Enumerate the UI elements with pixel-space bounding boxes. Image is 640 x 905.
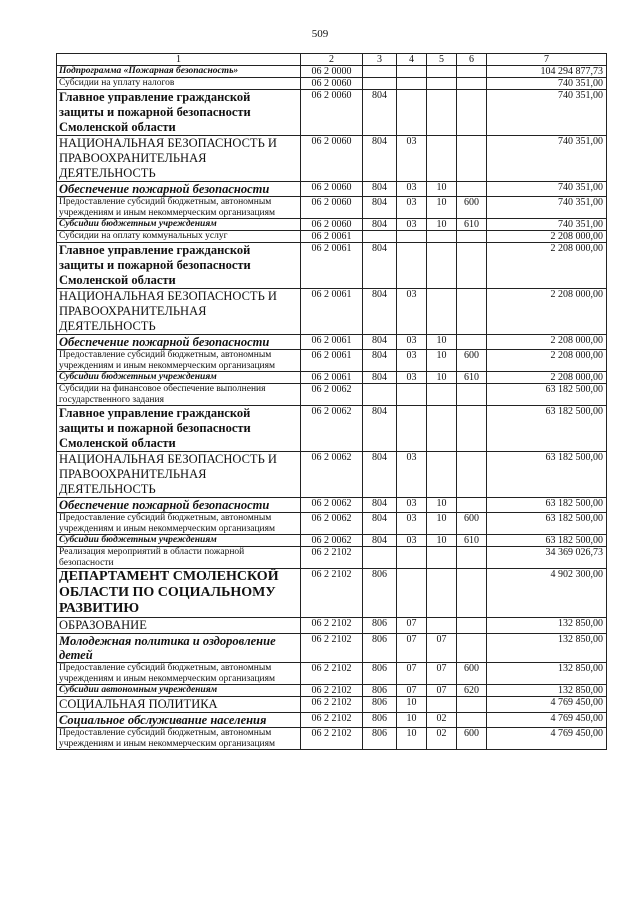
target-code-cell: 06 2 0061: [301, 289, 363, 335]
expense-type-cell: [457, 569, 487, 618]
section-cell: 10: [397, 728, 427, 750]
row-name-cell: Предоставление субсидий бюджетным, автономным учреждениям и иным некоммерческим организациям: [57, 513, 301, 535]
expense-type-cell: [457, 452, 487, 498]
table-row: [57, 66, 607, 78]
expense-type-cell: [457, 182, 487, 197]
amount-cell: 2 208 000,00: [487, 372, 607, 384]
expense-type-cell: [457, 547, 487, 569]
target-code-cell: 06 2 0062: [301, 452, 363, 498]
table-row: [57, 78, 607, 90]
subsection-cell: [427, 569, 457, 618]
amount-cell: 63 182 500,00: [487, 535, 607, 547]
section-cell: 07: [397, 663, 427, 685]
expense-type-cell: [457, 231, 487, 243]
table-row: [57, 335, 607, 350]
expense-type-cell: [457, 406, 487, 452]
table-row: [57, 231, 607, 243]
expense-type-cell: 600: [457, 728, 487, 750]
table-row: [57, 452, 607, 498]
section-cell: 03: [397, 136, 427, 182]
row-name-cell: Предоставление субсидий бюджетным, автономным учреждениям и иным некоммерческим организациям: [57, 350, 301, 372]
row-name-cell: Субсидии на финансовое обеспечение выполнения государственного задания: [57, 384, 301, 406]
department-code-cell: 806: [363, 634, 397, 663]
amount-cell: 2 208 000,00: [487, 350, 607, 372]
amount-cell: 132 850,00: [487, 663, 607, 685]
amount-cell: 4 769 450,00: [487, 728, 607, 750]
department-code-cell: 806: [363, 663, 397, 685]
subsection-cell: [427, 618, 457, 634]
amount-cell: 63 182 500,00: [487, 498, 607, 513]
row-name-cell: Главное управление гражданской защиты и пожарной безопасности Смоленской области: [57, 90, 301, 136]
row-name-cell: Субсидии автономным учреждениям: [57, 685, 301, 697]
section-cell: 10: [397, 713, 427, 728]
subsection-cell: [427, 384, 457, 406]
section-cell: [397, 384, 427, 406]
table-row: [57, 197, 607, 219]
expense-type-cell: 620: [457, 685, 487, 697]
section-cell: 03: [397, 289, 427, 335]
row-name-cell: ОБРАЗОВАНИЕ: [57, 618, 301, 634]
subsection-cell: 10: [427, 197, 457, 219]
table-header-row: [57, 54, 607, 66]
expense-type-cell: [457, 243, 487, 289]
target-code-cell: 06 2 2102: [301, 728, 363, 750]
department-code-cell: 804: [363, 535, 397, 547]
section-cell: 03: [397, 350, 427, 372]
target-code-cell: 06 2 0061: [301, 372, 363, 384]
department-code-cell: 804: [363, 452, 397, 498]
subsection-cell: [427, 406, 457, 452]
subsection-cell: [427, 78, 457, 90]
target-code-cell: 06 2 2102: [301, 697, 363, 713]
row-name-cell: Субсидии на оплату коммунальных услуг: [57, 231, 301, 243]
section-cell: 03: [397, 452, 427, 498]
subsection-cell: 10: [427, 513, 457, 535]
section-cell: [397, 78, 427, 90]
expense-type-cell: 600: [457, 513, 487, 535]
section-cell: [397, 90, 427, 136]
subsection-cell: 10: [427, 498, 457, 513]
subsection-cell: 10: [427, 335, 457, 350]
department-code-cell: 806: [363, 569, 397, 618]
expense-type-cell: [457, 498, 487, 513]
amount-cell: 63 182 500,00: [487, 513, 607, 535]
target-code-cell: 06 2 0000: [301, 66, 363, 78]
section-cell: 03: [397, 219, 427, 231]
department-code-cell: [363, 66, 397, 78]
table-row: [57, 219, 607, 231]
expense-type-cell: [457, 618, 487, 634]
amount-cell: 2 208 000,00: [487, 289, 607, 335]
subsection-cell: [427, 452, 457, 498]
table-row: [57, 498, 607, 513]
target-code-cell: 06 2 0060: [301, 78, 363, 90]
amount-cell: 2 208 000,00: [487, 335, 607, 350]
subsection-cell: [427, 547, 457, 569]
table-row: [57, 634, 607, 663]
subsection-cell: 10: [427, 372, 457, 384]
amount-cell: 132 850,00: [487, 618, 607, 634]
department-code-cell: 804: [363, 350, 397, 372]
table-row: [57, 350, 607, 372]
amount-cell: 740 351,00: [487, 136, 607, 182]
target-code-cell: 06 2 0062: [301, 498, 363, 513]
table-row: [57, 685, 607, 697]
department-code-cell: 806: [363, 728, 397, 750]
header-cell: 3: [363, 54, 397, 66]
table-row: [57, 697, 607, 713]
target-code-cell: 06 2 2102: [301, 685, 363, 697]
department-code-cell: 804: [363, 513, 397, 535]
row-name-cell: Субсидии бюджетным учреждениям: [57, 535, 301, 547]
target-code-cell: 06 2 0060: [301, 90, 363, 136]
expense-type-cell: 610: [457, 535, 487, 547]
table-row: [57, 513, 607, 535]
expense-type-cell: [457, 78, 487, 90]
target-code-cell: 06 2 2102: [301, 569, 363, 618]
row-name-cell: НАЦИОНАЛЬНАЯ БЕЗОПАСНОСТЬ И ПРАВООХРАНИТЕЛЬНАЯ ДЕЯТЕЛЬНОСТЬ: [57, 136, 301, 182]
subsection-cell: 02: [427, 713, 457, 728]
subsection-cell: 02: [427, 728, 457, 750]
row-name-cell: Главное управление гражданской защиты и пожарной безопасности Смоленской области: [57, 406, 301, 452]
subsection-cell: 10: [427, 182, 457, 197]
section-cell: 03: [397, 182, 427, 197]
subsection-cell: 10: [427, 350, 457, 372]
row-name-cell: Предоставление субсидий бюджетным, автономным учреждениям и иным некоммерческим организациям: [57, 197, 301, 219]
expense-type-cell: [457, 136, 487, 182]
section-cell: [397, 243, 427, 289]
row-name-cell: Субсидии бюджетным учреждениям: [57, 372, 301, 384]
section-cell: 07: [397, 634, 427, 663]
row-name-cell: Реализация мероприятий в области пожарной безопасности: [57, 547, 301, 569]
amount-cell: 63 182 500,00: [487, 452, 607, 498]
department-code-cell: [363, 384, 397, 406]
subsection-cell: 10: [427, 219, 457, 231]
target-code-cell: 06 2 0061: [301, 231, 363, 243]
expense-type-cell: 600: [457, 350, 487, 372]
target-code-cell: 06 2 2102: [301, 547, 363, 569]
row-name-cell: НАЦИОНАЛЬНАЯ БЕЗОПАСНОСТЬ И ПРАВООХРАНИТЕЛЬНАЯ ДЕЯТЕЛЬНОСТЬ: [57, 289, 301, 335]
row-name-cell: Главное управление гражданской защиты и пожарной безопасности Смоленской области: [57, 243, 301, 289]
amount-cell: 740 351,00: [487, 219, 607, 231]
department-code-cell: 804: [363, 136, 397, 182]
amount-cell: 740 351,00: [487, 78, 607, 90]
target-code-cell: 06 2 2102: [301, 713, 363, 728]
subsection-cell: 07: [427, 663, 457, 685]
section-cell: 10: [397, 697, 427, 713]
section-cell: 03: [397, 513, 427, 535]
row-name-cell: Субсидии на уплату налогов: [57, 78, 301, 90]
section-cell: 07: [397, 685, 427, 697]
department-code-cell: 804: [363, 182, 397, 197]
amount-cell: 132 850,00: [487, 634, 607, 663]
target-code-cell: 06 2 0061: [301, 350, 363, 372]
expense-type-cell: [457, 335, 487, 350]
department-code-cell: [363, 78, 397, 90]
expense-type-cell: [457, 634, 487, 663]
section-cell: 03: [397, 197, 427, 219]
table-row: [57, 713, 607, 728]
subsection-cell: [427, 697, 457, 713]
expense-type-cell: [457, 697, 487, 713]
subsection-cell: [427, 66, 457, 78]
table-row: [57, 384, 607, 406]
amount-cell: 4 902 300,00: [487, 569, 607, 618]
amount-cell: 63 182 500,00: [487, 406, 607, 452]
row-name-cell: Предоставление субсидий бюджетным, автономным учреждениям и иным некоммерческим организациям: [57, 728, 301, 750]
expense-type-cell: [457, 66, 487, 78]
amount-cell: 740 351,00: [487, 182, 607, 197]
department-code-cell: 804: [363, 289, 397, 335]
target-code-cell: 06 2 0060: [301, 219, 363, 231]
section-cell: 03: [397, 498, 427, 513]
expense-type-cell: 600: [457, 197, 487, 219]
target-code-cell: 06 2 0060: [301, 197, 363, 219]
expense-type-cell: 600: [457, 663, 487, 685]
subsection-cell: [427, 231, 457, 243]
department-code-cell: 806: [363, 713, 397, 728]
table-row: [57, 289, 607, 335]
table-row: [57, 243, 607, 289]
target-code-cell: 06 2 0062: [301, 384, 363, 406]
table-row: [57, 569, 607, 618]
section-cell: [397, 406, 427, 452]
expense-type-cell: [457, 713, 487, 728]
row-name-cell: Подпрограмма «Пожарная безопасность»: [57, 66, 301, 78]
expense-type-cell: 610: [457, 219, 487, 231]
department-code-cell: [363, 231, 397, 243]
department-code-cell: 806: [363, 685, 397, 697]
section-cell: [397, 231, 427, 243]
department-code-cell: 804: [363, 406, 397, 452]
table-row: [57, 618, 607, 634]
table-row: [57, 547, 607, 569]
amount-cell: 63 182 500,00: [487, 384, 607, 406]
department-code-cell: 804: [363, 335, 397, 350]
row-name-cell: Обеспечение пожарной безопасности: [57, 182, 301, 197]
header-cell: 2: [301, 54, 363, 66]
header-cell: 6: [457, 54, 487, 66]
subsection-cell: [427, 289, 457, 335]
department-code-cell: 804: [363, 498, 397, 513]
amount-cell: 4 769 450,00: [487, 713, 607, 728]
section-cell: [397, 66, 427, 78]
department-code-cell: [363, 547, 397, 569]
target-code-cell: 06 2 0061: [301, 243, 363, 289]
row-name-cell: Обеспечение пожарной безопасности: [57, 498, 301, 513]
header-cell: 7: [487, 54, 607, 66]
department-code-cell: 804: [363, 243, 397, 289]
target-code-cell: 06 2 0060: [301, 182, 363, 197]
subsection-cell: 10: [427, 535, 457, 547]
table-row: [57, 535, 607, 547]
target-code-cell: 06 2 2102: [301, 634, 363, 663]
row-name-cell: СОЦИАЛЬНАЯ ПОЛИТИКА: [57, 697, 301, 713]
department-code-cell: 804: [363, 90, 397, 136]
page-number: 509: [311, 28, 329, 40]
target-code-cell: 06 2 2102: [301, 663, 363, 685]
row-name-cell: Молодежная политика и оздоровление детей: [57, 634, 301, 663]
header-cell: 1: [57, 54, 301, 66]
table-row: [57, 663, 607, 685]
target-code-cell: 06 2 0062: [301, 535, 363, 547]
row-name-cell: ДЕПАРТАМЕНТ СМОЛЕНСКОЙ ОБЛАСТИ ПО СОЦИАЛЬНОМУ РАЗВИТИЮ: [57, 569, 301, 618]
section-cell: 03: [397, 335, 427, 350]
target-code-cell: 06 2 0061: [301, 335, 363, 350]
department-code-cell: 806: [363, 697, 397, 713]
table-row: [57, 136, 607, 182]
department-code-cell: 804: [363, 219, 397, 231]
subsection-cell: [427, 90, 457, 136]
expense-type-cell: [457, 384, 487, 406]
amount-cell: 2 208 000,00: [487, 231, 607, 243]
expense-type-cell: 610: [457, 372, 487, 384]
department-code-cell: 804: [363, 372, 397, 384]
row-name-cell: Обеспечение пожарной безопасности: [57, 335, 301, 350]
section-cell: 07: [397, 618, 427, 634]
target-code-cell: 06 2 0060: [301, 136, 363, 182]
subsection-cell: [427, 136, 457, 182]
amount-cell: 2 208 000,00: [487, 243, 607, 289]
expense-type-cell: [457, 289, 487, 335]
subsection-cell: 07: [427, 685, 457, 697]
department-code-cell: 806: [363, 618, 397, 634]
amount-cell: 104 294 877,73: [487, 66, 607, 78]
amount-cell: 740 351,00: [487, 90, 607, 136]
amount-cell: 132 850,00: [487, 685, 607, 697]
table-row: [57, 372, 607, 384]
amount-cell: 740 351,00: [487, 197, 607, 219]
row-name-cell: Социальное обслуживание населения: [57, 713, 301, 728]
section-cell: [397, 569, 427, 618]
section-cell: [397, 547, 427, 569]
table-row: [57, 406, 607, 452]
header-cell: 5: [427, 54, 457, 66]
target-code-cell: 06 2 2102: [301, 618, 363, 634]
amount-cell: 34 369 026,73: [487, 547, 607, 569]
subsection-cell: 07: [427, 634, 457, 663]
row-name-cell: НАЦИОНАЛЬНАЯ БЕЗОПАСНОСТЬ И ПРАВООХРАНИТЕЛЬНАЯ ДЕЯТЕЛЬНОСТЬ: [57, 452, 301, 498]
subsection-cell: [427, 243, 457, 289]
department-code-cell: 804: [363, 197, 397, 219]
budget-table: [56, 53, 607, 750]
section-cell: 03: [397, 535, 427, 547]
header-cell: 4: [397, 54, 427, 66]
expense-type-cell: [457, 90, 487, 136]
table-row: [57, 182, 607, 197]
amount-cell: 4 769 450,00: [487, 697, 607, 713]
section-cell: 03: [397, 372, 427, 384]
table-row: [57, 728, 607, 750]
target-code-cell: 06 2 0062: [301, 513, 363, 535]
row-name-cell: Субсидии бюджетным учреждениям: [57, 219, 301, 231]
target-code-cell: 06 2 0062: [301, 406, 363, 452]
table-row: [57, 90, 607, 136]
row-name-cell: Предоставление субсидий бюджетным, автономным учреждениям и иным некоммерческим организациям: [57, 663, 301, 685]
